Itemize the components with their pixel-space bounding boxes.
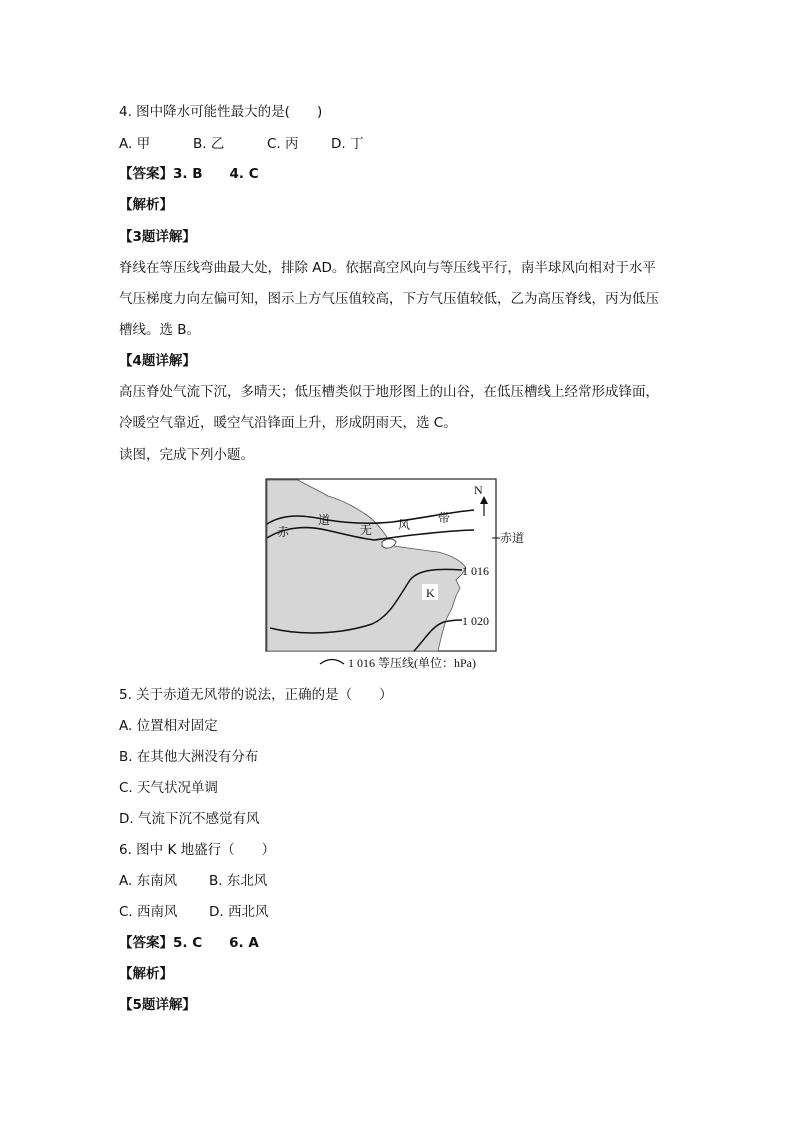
intro-text: 读图，完成下列小题。: [119, 447, 254, 463]
analysis-heading-2: 【解析】: [119, 966, 173, 982]
detail-3-line-2: 气压梯度力向左偏可知，图示上方气压值较高，下方气压值较低，乙为高压脊线，丙为低压: [119, 291, 659, 307]
equator-label: 赤道: [500, 531, 525, 545]
q5-stem: 5. 关于赤道无风带的说法，正确的是（ ）: [119, 687, 393, 703]
q6-stem: 6. 图中 K 地盛行（ ）: [119, 842, 276, 858]
q5-option-d: D. 气流下沉不感觉有风: [119, 811, 260, 827]
band-char-4: 风: [398, 518, 411, 532]
q5-option-c: C. 天气状况单调: [119, 780, 219, 796]
band-char-5: 带: [438, 511, 451, 525]
detail-4-title: 【4题详解】: [119, 353, 196, 369]
detail-5-title: 【5题详解】: [119, 997, 196, 1013]
point-k-label: K: [426, 586, 435, 600]
q6-options-row-2: [119, 902, 268, 922]
detail-4-line-1: 高压脊处气流下沉，多晴天；低压槽类似于地形图上的山谷，在低压槽线上经常形成锋面，: [119, 384, 659, 400]
q4-options: [119, 134, 363, 154]
legend-text: 1 016 等压线(单位：hPa): [348, 656, 476, 670]
answer-3-4: 【答案】3. B 4. C: [119, 166, 259, 182]
isobar-label-1020: 1 020: [462, 614, 489, 628]
q6-option-b: B. 东北风: [209, 873, 268, 889]
detail-3-line-3: 槽线。选 B。: [119, 322, 201, 338]
q4-option-d: D. 丁: [331, 136, 364, 152]
band-char-1: 赤: [277, 525, 290, 539]
legend-isobar-icon: [320, 660, 344, 665]
q6-option-a: A. 东南风: [119, 873, 178, 889]
analysis-heading-1: 【解析】: [119, 197, 173, 213]
isobar-label-1016: 1 016: [462, 564, 489, 578]
detail-3-line-1: 脊线在等压线弯曲最大处，排除 AD。依据高空风向与等压线平行，南半球风向相对于水平: [119, 260, 656, 276]
equatorial-calm-map: [262, 476, 534, 672]
detail-4-line-2: 冷暖空气靠近，暖空气沿锋面上升，形成阴雨天，选 C。: [119, 415, 457, 431]
north-label: N: [474, 483, 483, 497]
q6-option-c: C. 西南风: [119, 904, 178, 920]
answer-5-6: 【答案】5. C 6. A: [119, 935, 259, 951]
detail-3-title: 【3题详解】: [119, 229, 196, 245]
q5-option-b: B. 在其他大洲没有分布: [119, 749, 259, 765]
q4-option-b: B. 乙: [193, 136, 225, 152]
q4-option-a: A. 甲: [119, 136, 151, 152]
q4-stem: 4. 图中降水可能性最大的是( ): [119, 104, 323, 120]
q5-option-a: A. 位置相对固定: [119, 718, 218, 734]
q4-option-c: C. 丙: [267, 136, 299, 152]
q6-option-d: D. 西北风: [209, 904, 269, 920]
q6-options-row-1: [119, 871, 267, 891]
band-char-3: 无: [360, 523, 373, 537]
band-char-2: 道: [318, 513, 331, 527]
